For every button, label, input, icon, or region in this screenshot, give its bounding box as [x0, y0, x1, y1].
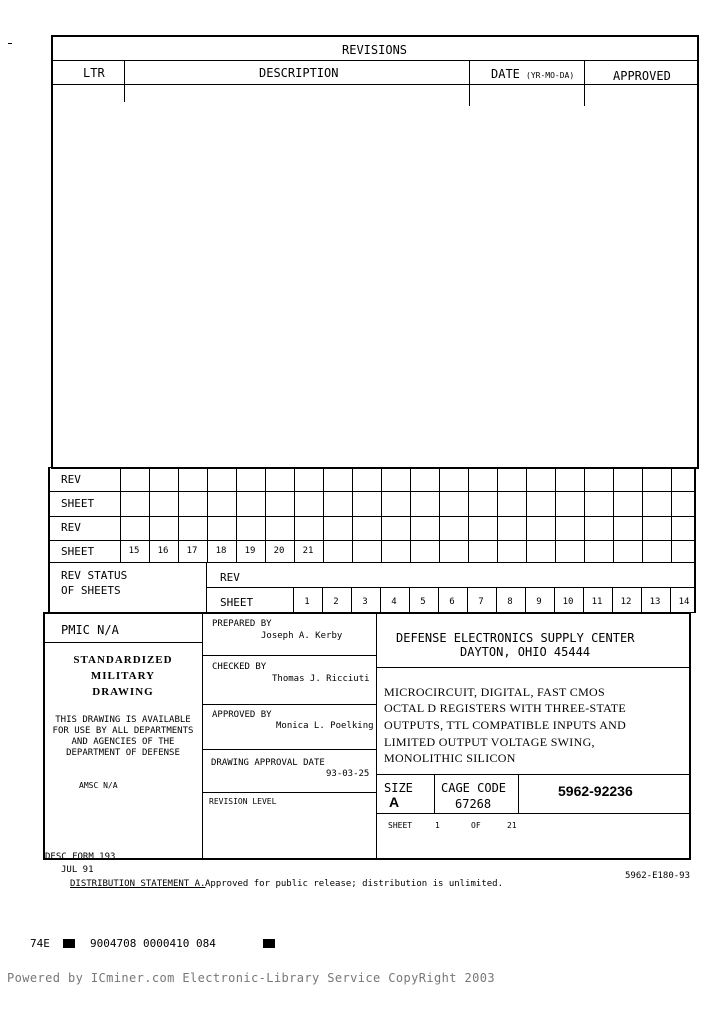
- sheet-label-1: SHEET: [61, 497, 95, 510]
- title-line2: OCTAL D REGISTERS WITH THREE-STATE: [384, 701, 627, 715]
- revisions-block: [51, 35, 699, 469]
- upper-sheet-number: 15: [128, 546, 140, 556]
- stray-mark: [8, 43, 12, 44]
- availability-line1: THIS DRAWING IS AVAILABLE: [55, 715, 191, 725]
- approved-name: Monica L. Poelking: [276, 721, 374, 731]
- checked-name: Thomas J. Ricciuti: [272, 674, 370, 684]
- col-ltr: LTR: [83, 66, 105, 80]
- upper-sheet-number: 16: [157, 546, 169, 556]
- agency-line1: DEFENSE ELECTRONICS SUPPLY CENTER: [396, 631, 635, 645]
- standardized-line1: STANDARDIZED: [73, 654, 173, 666]
- form-date: JUL 91: [61, 865, 94, 875]
- agency-line2: DAYTON, OHIO 45444: [460, 645, 591, 659]
- barcode-text-2: 9004708 0000410 084: [90, 937, 216, 950]
- cage-value: 67268: [455, 797, 492, 811]
- lower-sheet-number: 5: [420, 597, 426, 607]
- prepared-name: Joseph A. Kerby: [261, 631, 343, 641]
- barcode-text-1: 74E: [30, 937, 50, 950]
- checked-label: CHECKED BY: [212, 662, 267, 672]
- revision-level-label: REVISION LEVEL: [209, 797, 277, 806]
- lower-sheet-number: 3: [362, 597, 368, 607]
- sheet-label: SHEET: [388, 821, 413, 830]
- prepared-label: PREPARED BY: [212, 619, 272, 629]
- lower-sheet-number: 8: [507, 597, 513, 607]
- reference-number: 5962-E180-93: [625, 871, 691, 881]
- approval-date-label: DRAWING APPROVAL DATE: [211, 758, 325, 768]
- lower-sheet-number: 13: [649, 597, 661, 607]
- sheet-total: 21: [507, 821, 517, 830]
- title-block: [43, 612, 691, 860]
- rev-status-line1: REV STATUS: [61, 569, 128, 582]
- lower-sheet-number: 7: [478, 597, 484, 607]
- upper-sheet-number: 19: [244, 546, 256, 556]
- lower-sheet-number: 9: [536, 597, 542, 607]
- lower-sheet-number: 4: [391, 597, 397, 607]
- revisions-title: REVISIONS: [342, 43, 408, 57]
- rev-label-1: REV: [61, 473, 81, 486]
- availability-line3: AND AGENCIES OF THE: [71, 737, 175, 747]
- title-line4: LIMITED OUTPUT VOLTAGE SWING,: [384, 735, 595, 749]
- form-number: DESC FORM 193: [45, 852, 116, 862]
- title-line1: MICROCIRCUIT, DIGITAL, FAST CMOS: [384, 685, 605, 699]
- approval-date-value: 93-03-25: [326, 769, 370, 779]
- lower-sheet-number: 11: [591, 597, 603, 607]
- barcode-block-1: [63, 939, 75, 948]
- distribution-label: DISTRIBUTION STATEMENT A.: [70, 879, 206, 889]
- upper-sheet-number: 17: [186, 546, 198, 556]
- barcode-block-2: [263, 939, 275, 948]
- col-date: DATE: [491, 67, 520, 81]
- availability-line2: FOR USE BY ALL DEPARTMENTS: [52, 726, 194, 736]
- sheet-label-2: SHEET: [61, 545, 95, 558]
- rev-label-2: REV: [61, 521, 81, 534]
- rev-label-3: REV: [220, 571, 240, 584]
- sheet-of: OF: [471, 821, 481, 830]
- copyright-text: Powered by ICminer.com Electronic-Library Service CopyRight 2003: [7, 971, 495, 985]
- upper-sheet-number: 18: [215, 546, 227, 556]
- size-value: A: [389, 794, 400, 810]
- lower-sheet-number: 12: [620, 597, 632, 607]
- approved-label: APPROVED BY: [212, 710, 272, 720]
- col-date-format: (YR-MO-DA): [526, 71, 575, 80]
- col-description: DESCRIPTION: [259, 66, 339, 80]
- rev-status-line2: OF SHEETS: [61, 584, 121, 597]
- pmic-label: PMIC N/A: [61, 623, 119, 637]
- rev-status-grid: [48, 467, 696, 613]
- standardized-line3: DRAWING: [92, 686, 154, 698]
- cage-label: CAGE CODE: [441, 781, 507, 795]
- drawing-number: 5962-92236: [558, 783, 633, 799]
- distribution-text: Approved for public release; distribution is unlimited.: [205, 879, 504, 889]
- sheet-current: 1: [435, 821, 440, 830]
- lower-sheet-number: 14: [678, 597, 690, 607]
- lower-sheet-number: 10: [562, 597, 574, 607]
- lower-sheet-number: 1: [304, 597, 310, 607]
- amsc-label: AMSC N/A: [79, 781, 118, 790]
- lower-sheet-number: 6: [449, 597, 455, 607]
- standardized-line2: MILITARY: [90, 670, 156, 682]
- upper-sheet-number: 20: [273, 546, 285, 556]
- size-label: SIZE: [384, 781, 413, 795]
- col-approved: APPROVED: [613, 69, 671, 83]
- availability-line4: DEPARTMENT OF DEFENSE: [66, 748, 180, 758]
- title-line3: OUTPUTS, TTL COMPATIBLE INPUTS AND: [384, 718, 627, 732]
- title-line5: MONOLITHIC SILICON: [384, 751, 516, 765]
- upper-sheet-number: 21: [302, 546, 314, 556]
- sheet-label-3: SHEET: [220, 596, 254, 609]
- lower-sheet-number: 2: [333, 597, 339, 607]
